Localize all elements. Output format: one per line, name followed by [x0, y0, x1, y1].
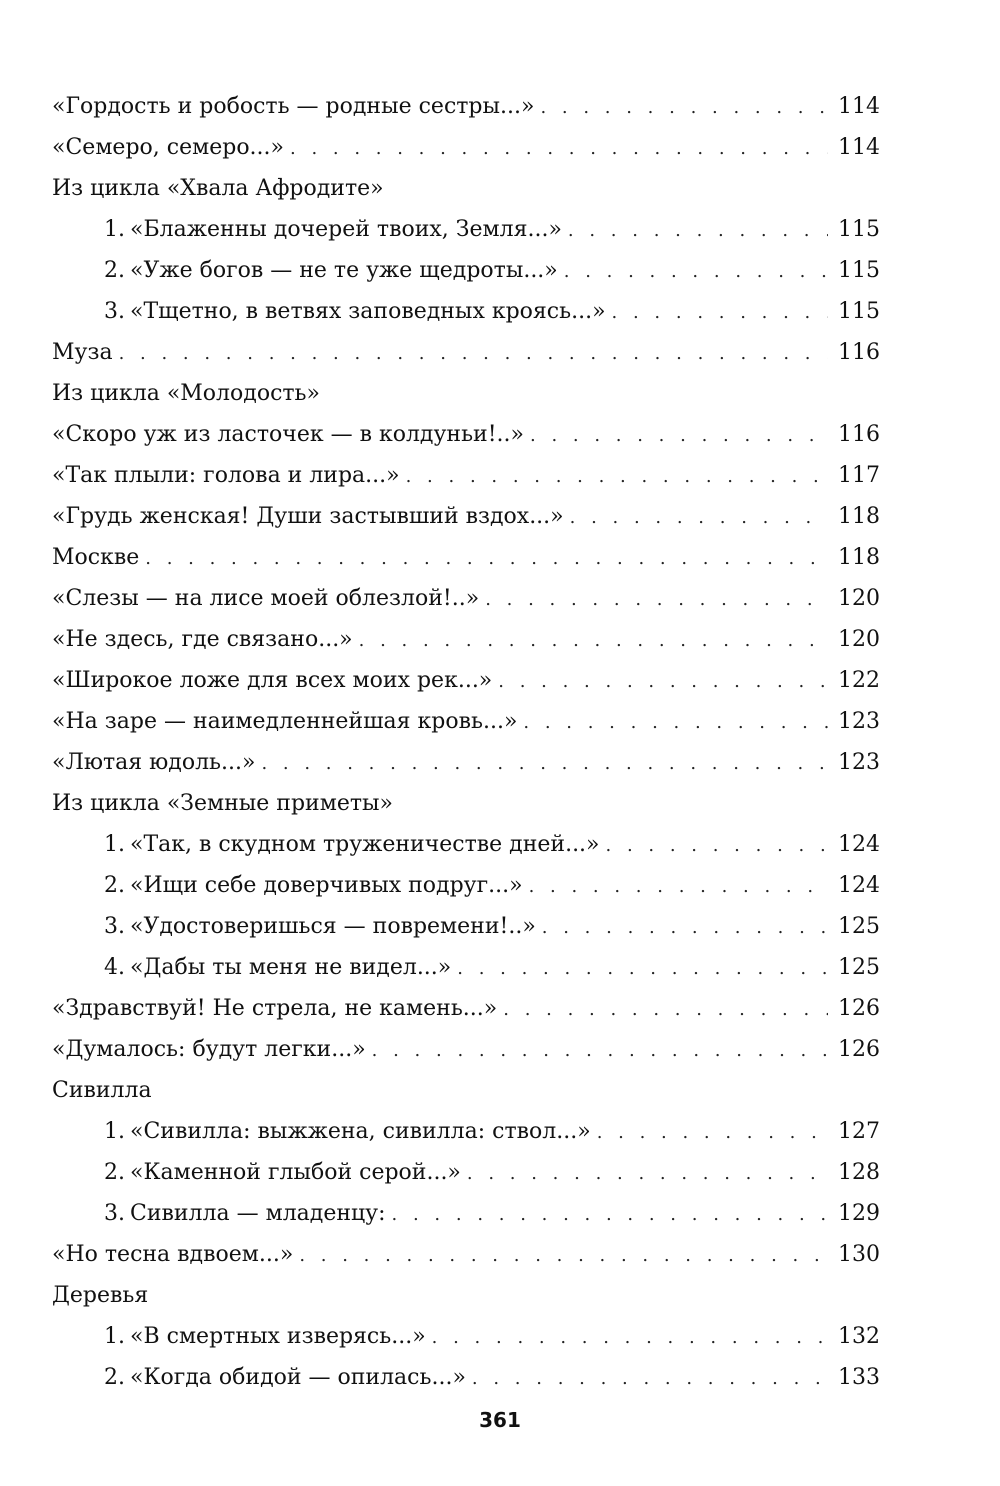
toc-entry: [52, 496, 880, 537]
entry-title: «Блаженны дочерей твоих, Земля...»: [130, 217, 562, 242]
entry-page-number: 124: [838, 832, 880, 857]
entry-page-number: 118: [838, 545, 880, 570]
toc-entry: [52, 865, 880, 906]
entry-page-number: 117: [838, 463, 880, 488]
dot-leader: [119, 333, 828, 374]
entry-title: Москве: [52, 545, 140, 570]
entry-title: «Скоро уж из ласточек — в колдуньи!..»: [52, 422, 525, 447]
entry-title: «Каменной глыбой серой...»: [130, 1160, 461, 1185]
dot-leader: [564, 251, 828, 292]
toc-entry: [52, 619, 880, 660]
entry-title: «Не здесь, где связано...»: [52, 627, 353, 652]
toc-entry: [52, 701, 880, 742]
toc-entry: [52, 1193, 880, 1234]
dot-leader: [472, 1358, 828, 1399]
toc-section-heading: [52, 783, 880, 824]
dot-leader: [606, 825, 828, 866]
entry-title: «Семеро, семеро...»: [52, 135, 284, 160]
entry-title: Муза: [52, 340, 113, 365]
entry-page-number: 126: [838, 996, 880, 1021]
toc-entry: [52, 86, 880, 127]
toc-entry: [52, 947, 880, 988]
dot-leader: [467, 1153, 828, 1194]
entry-number: 3.: [104, 299, 125, 324]
dot-leader: [530, 415, 828, 456]
toc-section-heading: [52, 1275, 880, 1316]
entry-page-number: 115: [838, 258, 880, 283]
entry-title: «Ищи себе доверчивых подруг...»: [130, 873, 523, 898]
toc-entry: [52, 1029, 880, 1070]
dot-leader: [597, 1112, 828, 1153]
entry-title: «Дабы ты меня не видел...»: [130, 955, 452, 980]
entry-page-number: 132: [838, 1324, 880, 1349]
entry-number: 2.: [104, 1160, 125, 1185]
dot-leader: [612, 292, 828, 333]
dot-leader: [542, 907, 828, 948]
entry-title: Сивилла: [52, 1078, 152, 1103]
entry-title: «Гордость и робость — родные сестры...»: [52, 94, 535, 119]
entry-number: 1.: [104, 217, 125, 242]
entry-title: Из цикла «Земные приметы»: [52, 791, 393, 816]
dot-leader: [432, 1317, 828, 1358]
entry-page-number: 122: [838, 668, 880, 693]
dot-leader: [359, 620, 828, 661]
toc-entry: [52, 906, 880, 947]
entry-number: 2.: [104, 1365, 125, 1390]
toc-entry: [52, 455, 880, 496]
entry-page-number: 116: [838, 340, 880, 365]
entry-page-number: 129: [838, 1201, 880, 1226]
toc-entry: [52, 824, 880, 865]
entry-page-number: 123: [838, 750, 880, 775]
entry-page-number: 120: [838, 586, 880, 611]
entry-title: Сивилла — младенцу:: [130, 1201, 386, 1226]
entry-page-number: 125: [838, 914, 880, 939]
dot-leader: [503, 989, 828, 1030]
dot-leader: [261, 743, 828, 784]
dot-leader: [392, 1194, 828, 1235]
toc-entry: [52, 578, 880, 619]
toc-entry: [52, 660, 880, 701]
entry-page-number: 118: [838, 504, 880, 529]
toc-entry: [52, 127, 880, 168]
entry-title: «Лютая юдоль...»: [52, 750, 256, 775]
entry-page-number: 133: [838, 1365, 880, 1390]
dot-leader: [485, 579, 828, 620]
dot-leader: [457, 948, 828, 989]
entry-number: 2.: [104, 258, 125, 283]
entry-title: «Широкое ложе для всех моих рек...»: [52, 668, 493, 693]
entry-title: «Так плыли: голова и лира...»: [52, 463, 400, 488]
toc-entry: [52, 537, 880, 578]
entry-title: «В смертных изверясь...»: [130, 1324, 426, 1349]
entry-title: Деревья: [52, 1283, 149, 1308]
entry-number: 3.: [104, 914, 125, 939]
entry-number: 1.: [104, 1119, 125, 1144]
entry-page-number: 114: [838, 135, 880, 160]
dot-leader: [540, 87, 828, 128]
entry-page-number: 115: [838, 217, 880, 242]
entry-number: 2.: [104, 873, 125, 898]
entry-title: Из цикла «Хвала Афродите»: [52, 176, 384, 201]
entry-title: «На заре — наимедленнейшая кровь...»: [52, 709, 518, 734]
toc-entry: [52, 742, 880, 783]
entry-page-number: 128: [838, 1160, 880, 1185]
entry-page-number: 114: [838, 94, 880, 119]
entry-title: «Но тесна вдвоем...»: [52, 1242, 294, 1267]
entry-title: «Уже богов — не те уже щедроты...»: [130, 258, 558, 283]
entry-page-number: 116: [838, 422, 880, 447]
entry-title: «Когда обидой — опилась...»: [130, 1365, 466, 1390]
entry-page-number: 124: [838, 873, 880, 898]
dot-leader: [299, 1235, 828, 1276]
dot-leader: [145, 538, 828, 579]
dot-leader: [523, 702, 828, 743]
toc-entry: [52, 1357, 880, 1398]
entry-title: «Здравствуй! Не стрела, не камень...»: [52, 996, 498, 1021]
toc-section-heading: [52, 1070, 880, 1111]
toc-entry: [52, 988, 880, 1029]
entry-title: Из цикла «Молодость»: [52, 381, 320, 406]
toc-entry: [52, 250, 880, 291]
toc-entry: [52, 1111, 880, 1152]
entry-page-number: 127: [838, 1119, 880, 1144]
entry-title: «Удостоверишься — повремени!..»: [130, 914, 536, 939]
dot-leader: [372, 1030, 828, 1071]
toc-entry: [52, 209, 880, 250]
toc-entry: [52, 1316, 880, 1357]
toc-entry: [52, 291, 880, 332]
toc-entry: [52, 1234, 880, 1275]
table-of-contents: [52, 86, 880, 1398]
entry-title: «Тщетно, в ветвях заповедных кроясь...»: [130, 299, 606, 324]
toc-entry: [52, 414, 880, 455]
entry-title: «Сивилла: выжжена, сивилла: ствол...»: [130, 1119, 591, 1144]
dot-leader: [529, 866, 828, 907]
entry-page-number: 115: [838, 299, 880, 324]
dot-leader: [406, 456, 828, 497]
dot-leader: [570, 497, 828, 538]
entry-title: «Слезы — на лисе моей облезлой!..»: [52, 586, 480, 611]
entry-number: 1.: [104, 832, 125, 857]
entry-title: «Грудь женская! Души застывший вздох...»: [52, 504, 564, 529]
toc-section-heading: [52, 168, 880, 209]
entry-number: 3.: [104, 1201, 125, 1226]
entry-page-number: 123: [838, 709, 880, 734]
entry-page-number: 125: [838, 955, 880, 980]
toc-entry: [52, 1152, 880, 1193]
page-number: 361: [479, 1408, 521, 1432]
dot-leader: [498, 661, 828, 702]
entry-number: 4.: [104, 955, 125, 980]
dot-leader: [568, 210, 828, 251]
toc-entry: [52, 332, 880, 373]
entry-number: 1.: [104, 1324, 125, 1349]
entry-title: «Думалось: будут легки...»: [52, 1037, 366, 1062]
toc-section-heading: [52, 373, 880, 414]
entry-page-number: 130: [838, 1242, 880, 1267]
entry-page-number: 120: [838, 627, 880, 652]
dot-leader: [290, 128, 828, 169]
entry-page-number: 126: [838, 1037, 880, 1062]
entry-title: «Так, в скудном труженичестве дней...»: [130, 832, 600, 857]
